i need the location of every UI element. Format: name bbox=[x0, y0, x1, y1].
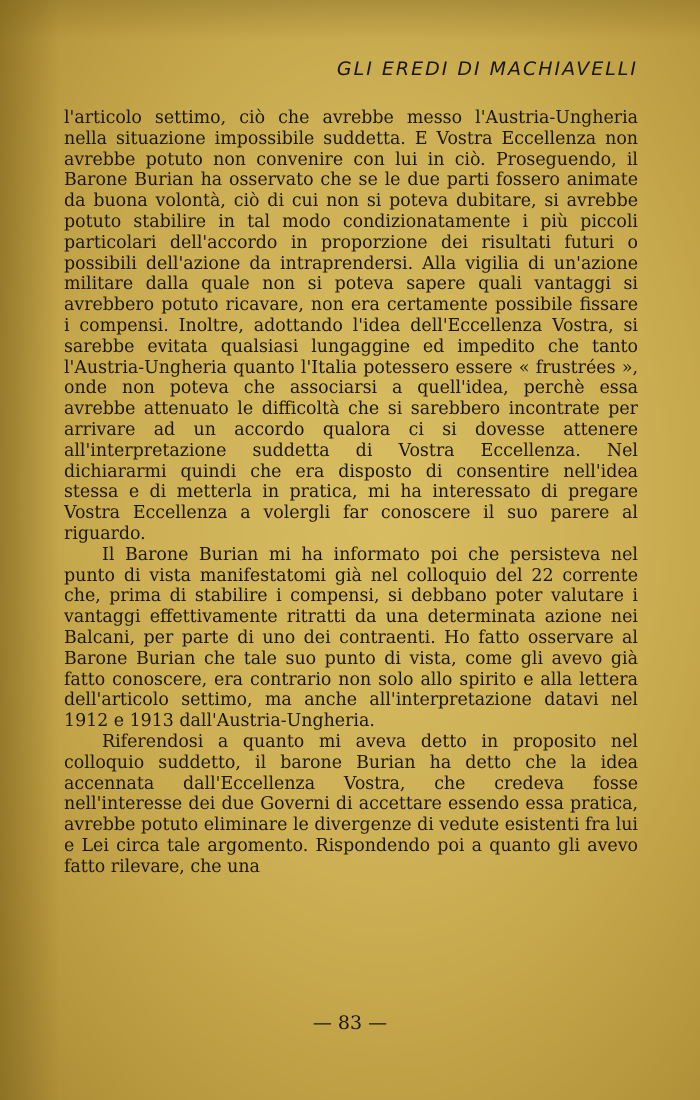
page-number: — 83 — bbox=[312, 1012, 388, 1034]
running-head: GLI EREDI DI MACHIAVELLI bbox=[336, 58, 638, 80]
page-shadow-left bbox=[0, 0, 60, 1100]
paragraph-2: Il Barone Burian mi ha informato poi che persisteva nel punto di vista manifestatomi già nel colloquio del 22 corrente che, prima di stabilire i compensi, si debbano poter valutare i vantaggi effettivamente ritratti da una determinata azione nei Balcani, per parte di uno dei contraenti. Ho fatto osservare al Barone Burian che tale suo punto di vista, come gli avevo già fatto conoscere, era contrario non solo allo spirito e alla lettera dell'articolo settimo, ma anche all'interpretazione datavi nel 1912 e 1913 dall'Austria-Ungheria. bbox=[64, 544, 638, 732]
body-text bbox=[64, 108, 638, 877]
paragraph-1: l'articolo settimo, ciò che avrebbe messo l'Austria-Ungheria nella situazione impossibile suddetta. E Vostra Eccellenza non avrebbe potuto non convenire con lui in ciò. Proseguendo, il Barone Burian ha osservato che se le due parti fossero animate da buona volontà, ciò di cui non si poteva dubitare, si avrebbe potuto stabilire in tal modo condizionatamente i più piccoli particolari dell'accordo in proporzione dei risultati futuri o possibili dell'azione da intraprendersi. Alla vigilia di un'azione militare dalla quale non si poteva sapere quali vantaggi si avrebbero potuto ricavare, non era certamente possibile fissare i compensi. Inoltre, adottando l'idea dell'Eccellenza Vostra, si sarebbe evitata qualsiasi lungaggine ed impedito che tanto l'Austria-Ungheria quanto l'Italia potessero essere « frustrées », onde non poteva che associarsi a quell'idea, perchè essa avrebbe attenuato le difficoltà che si sarebbero incontrate per arrivare ad un accordo qualora ci si dovesse attenere all'interpretazione suddetta di Vostra Eccellenza. Nel dichiararmi quindi che era disposto di consentire nell'idea stessa e di metterla in pratica, mi ha interessato di pregare Vostra Eccellenza a volergli far conoscere il suo parere al riguardo. bbox=[64, 108, 638, 544]
page-shadow-top bbox=[0, 0, 700, 40]
paragraph-3: Riferendosi a quanto mi aveva detto in proposito nel colloquio suddetto, il barone Burian ha detto che la idea accennata dall'Eccellenza Vostra, che credeva fosse nell'interesse dei due Governi di accettare essendo essa pratica, avrebbe potuto eliminare le divergenze di vedute esistenti fra lui e Lei circa tale argomento. Rispondendo poi a quanto gli avevo fatto rilevare, che una bbox=[64, 731, 638, 877]
